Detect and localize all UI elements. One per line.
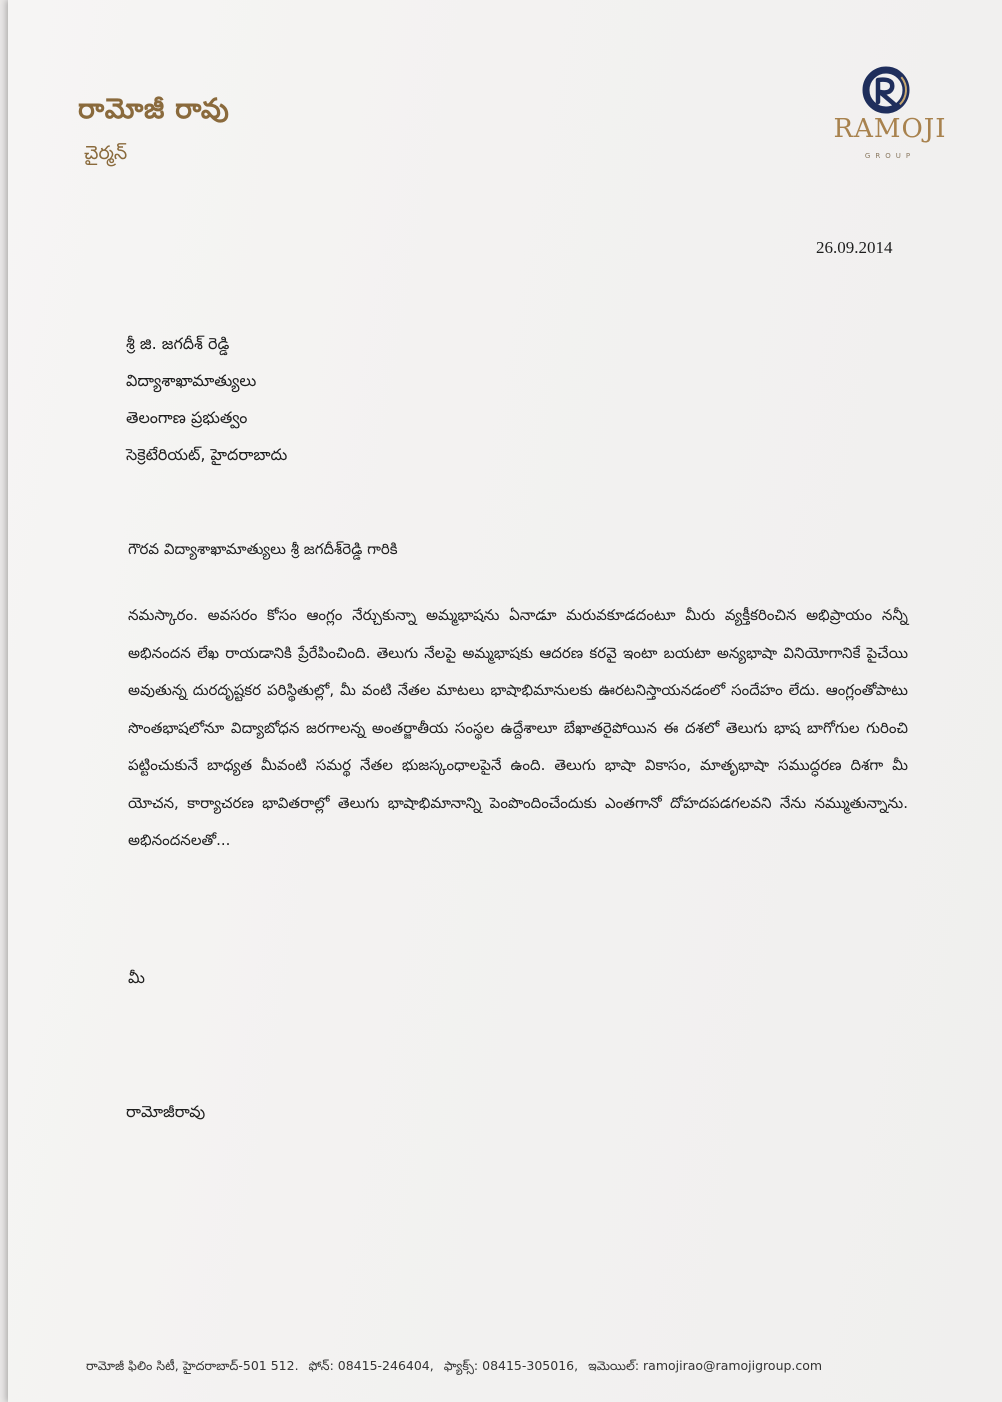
recipient-line: సెక్రెటేరియట్, హైదరాబాదు	[126, 445, 288, 464]
footer-address: రామోజీ ఫిలిం సిటీ, హైదరాబాద్-501 512.	[86, 1358, 299, 1373]
footer-fax: ఫ్యాక్స్: 08415-305016,	[443, 1358, 579, 1373]
salutation: గౌరవ విద్యాశాఖామాత్యులు శ్రీ జగదీశ్‌రెడ్డి గారికి	[128, 540, 398, 558]
logo-wordmark: RAMOJI	[833, 114, 947, 144]
footer-phone: ఫోన్: 08415-246404,	[308, 1358, 434, 1373]
letter-body: నమస్కారం. అవసరం కోసం ఆంగ్లం నేర్చుకున్నా అమ్మభాషను ఏనాడూ మరువకూడదంటూ మీరు వ్యక్తీకరించిన అభిప్రాయం నన్నీ అభినందన లేఖ రాయడానికి ప్రేరేపించింది. తెలుగు నేలపై అమ్మభాషకు ఆదరణ కరవై ఇంటా బయటా అన్యభాషా వినియోగానికే పైచేయి అవుతున్న దురదృష్టకర పరిస్థితుల్లో, మీ వంటి నేతల మాటలు భాషాభిమానులకు ఊరటనిస్తాయనడంలో సందేహం లేదు. ఆంగ్లంతోపాటు సొంతభాషలోనూ విద్యాబోధన జరగాలన్న అంతర్జాతీయ సంస్థల ఉద్దేశాలూ బేఖాతరైపోయిన ఈ దశలో తెలుగు భాష బాగోగుల గురించి పట్టించుకునే బాధ్యత మీవంటి సమర్థ నేతల భుజస్కంధాలపైనే ఉంది. తెలుగు భాషా వికాసం, మాతృభాషా సముద్ధరణ దిశగా మీ యోచన, కార్యాచరణ భావితరాల్లో తెలుగు భాషాభిమానాన్ని పెంపొందించేందుకు ఎంతగానో దోహదపడగలవని నేను నమ్ముతున్నాను. అభినందనలతో...	[128, 606, 908, 849]
ramoji-logo	[820, 62, 960, 172]
sender-name: రామోజీ రావు	[78, 92, 230, 125]
closing: మీ	[128, 968, 145, 987]
recipient-line: శ్రీ జి. జగదీశ్ రెడ్డి	[126, 334, 230, 353]
signature: రామోజీరావు	[126, 1102, 206, 1121]
ramoji-r-emblem-icon	[820, 62, 960, 118]
letterhead-footer	[86, 1358, 966, 1377]
letter-page	[8, 0, 1002, 1402]
sender-title: చైర్మన్	[84, 142, 128, 164]
recipient-line: విద్యాశాఖామాత్యులు	[126, 371, 257, 390]
recipient-line: తెలంగాణ ప్రభుత్వం	[126, 408, 248, 427]
footer-email: ఇమెయిల్: ramojirao@ramojigroup.com	[588, 1358, 823, 1373]
logo-subtitle: GROUP	[864, 152, 916, 160]
letter-date: 26.09.2014	[816, 238, 893, 257]
recipient-address	[126, 325, 287, 473]
